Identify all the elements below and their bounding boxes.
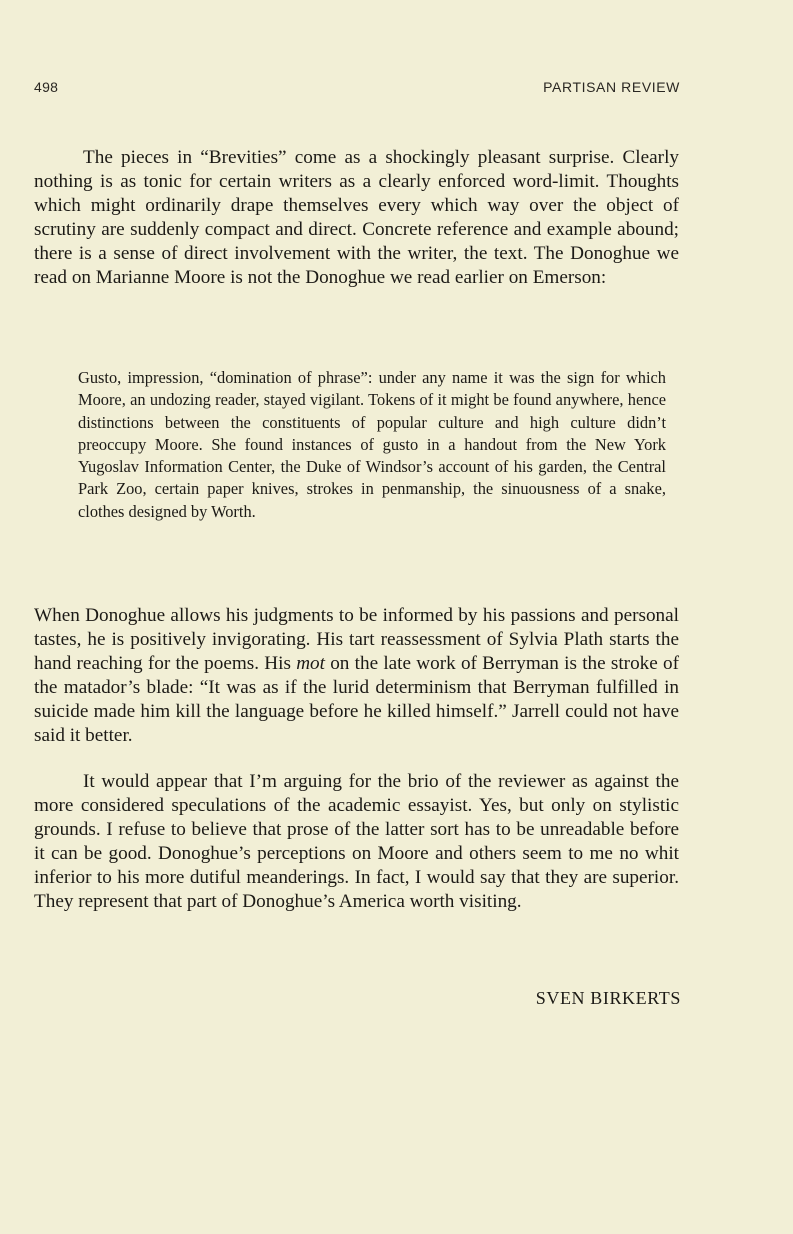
text-run: on the late work of Berryman is the stroke of the matador’s blade: “It was as if the lurid determinism that Berryman fulfilled in suicide made him kill the language before he killed himself.” Jarrell could not have said it better.: [34, 653, 679, 746]
text-run: When Donoghue allows his judgments to be informed by his passions and personal tastes, he is positively invigorating. His tart reassessment of Sylvia Plath starts the hand reaching for the poems. His: [34, 605, 679, 674]
journal-title: PARTISAN REVIEW: [543, 79, 680, 95]
paragraph-judgments: [34, 604, 679, 748]
block-quotation: Gusto, impression, “domination of phrase”: under any name it was the sign for which Moore, an undozing reader, stayed vigilant. Tokens of it might be found anywhere, hence distinctions between the constituents of popular culture and high culture didn’t preoccupy Moore. She found instances of gusto in a handout from the New York Yugoslav Information Center, the Duke of Windsor’s account of his garden, the Central Park Zoo, certain paper knives, strokes in penmanship, the sinuousness of a snake, clothes designed by Worth.: [78, 368, 666, 521]
paragraph-text: It would appear that I’m arguing for the brio of the reviewer as against the more considered speculations of the academic essayist. Yes, but only on stylistic grounds. I refuse to believe that prose of the latter sort has to be unreadable before it can be good. Donoghue’s perceptions on Moore and others seem to me no whit inferior to his more dutiful meanderings. In fact, I would say that they are superior. They represent that part of Donoghue’s America worth visiting.: [34, 771, 679, 912]
running-head: [34, 79, 680, 99]
paragraph-brio: [34, 770, 679, 914]
paragraph-brevities: [34, 146, 679, 290]
italic-word: mot: [296, 653, 325, 674]
author-signature: SVEN BIRKERTS: [535, 988, 681, 1008]
paragraph-text: The pieces in “Brevities” come as a shockingly pleasant surprise. Clearly nothing is as tonic for certain writers as a clearly enforced word-limit. Thoughts which might ordinarily drape themselves every which way over the object of scrutiny are suddenly compact and direct. Concrete reference and example abound; there is a sense of direct involvement with the writer, the text. The Donoghue we read on Marianne Moore is not the Donoghue we read earlier on Emerson:: [34, 147, 679, 288]
page-number: 498: [34, 79, 59, 95]
paragraph-text: [34, 604, 679, 748]
